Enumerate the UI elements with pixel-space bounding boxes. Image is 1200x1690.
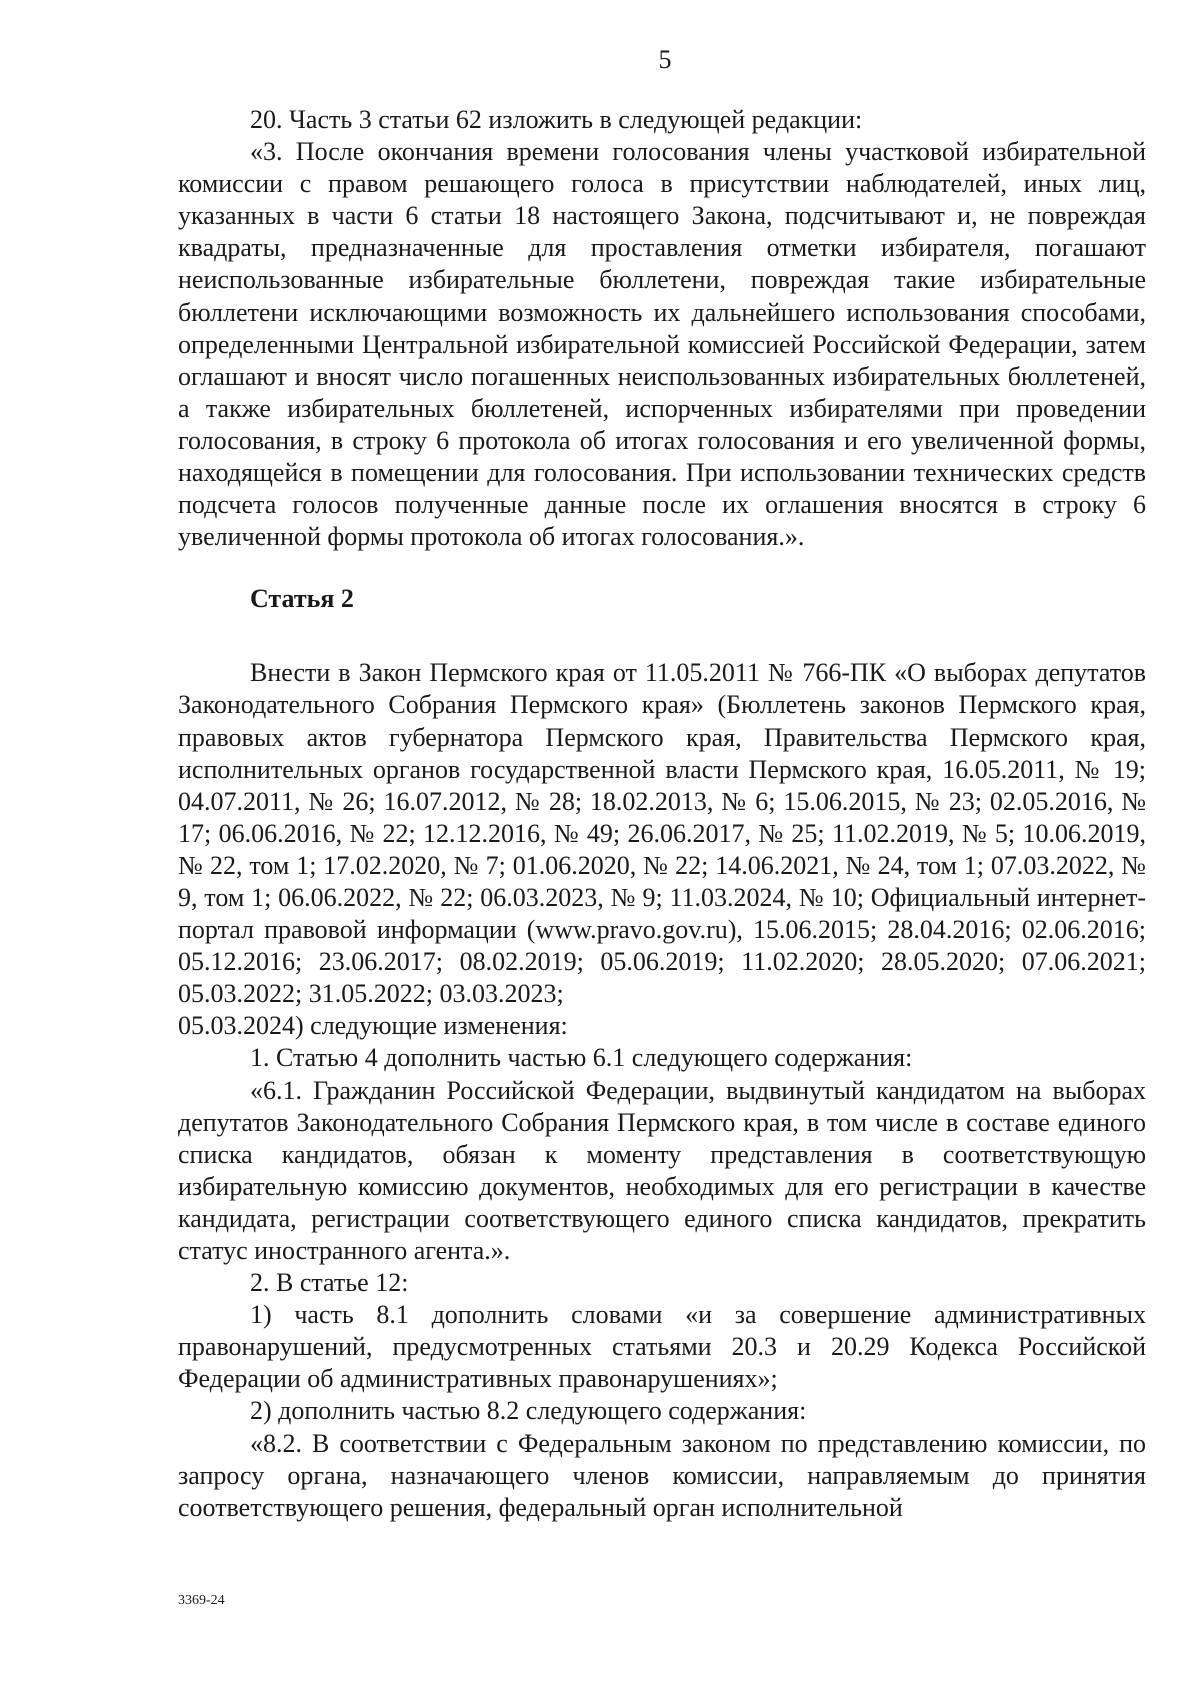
paragraph-subitem-2: 2) дополнить частью 8.2 следующего содержания: (250, 1396, 807, 1426)
document-code: 3369-24 (178, 1593, 225, 1608)
paragraph-part-3-text: «3. После окончания времени голосования члены участковой избирательной комиссии с правом решающего голоса в присутствии наблюдателей, иных лиц, указанных в части 6 статьи 18 настоящего Закона, подсчитывают и, не повреждая квадраты, предназначенные для проставления отметки избирателя, погашают неиспользованные избирательные бюллетени, повреждая такие избирательные бюллетени исключающими возможность их дальнейшего использования способами, определенными Центральной избирательной комиссией Российской Федерации, затем оглашают и вносят число погашенных неиспользованных избирательных бюллетеней, а также избирательных бюллетеней, испорченных избирателями при проведении голосования, в строку 6 протокола об итогах голосования и его увеличенной формы, находящейся в помещении для голосования. При использовании технических средств подсчета голосов полученные данные после их оглашения вносятся в строку 6 увеличенной формы протокола об итогах голосования.». (178, 137, 1146, 552)
paragraph-amendment-intro-end: 05.03.2024) следующие изменения: (178, 1011, 568, 1041)
page-number: 5 (658, 45, 672, 74)
paragraph-item-2: 2. В статье 12: (250, 1268, 409, 1298)
article-heading: Статья 2 (250, 584, 354, 614)
document-body (178, 104, 1146, 1524)
paragraph-part-6-1-text: «6.1. Гражданин Российской Федерации, выдвинутый кандидатом на выборах депутатов Законодательного Собрания Пермского края, в том числе в составе единого списка кандидатов, обязан к моменту представления в соответствующую избирательную комиссию документов, необходимых для его регистрации в качестве кандидата, регистрации соответствующего единого списка кандидатов, прекратить статус иностранного агента.». (178, 1075, 1146, 1265)
paragraph-item-1: 1. Статью 4 дополнить частью 6.1 следующего содержания: (250, 1043, 913, 1073)
paragraph-amendment-intro: Внести в Закон Пермского края от 11.05.2011 № 766-ПК «О выборах депутатов Законодательного Собрания Пермского края» (Бюллетень законов Пермского края, правовых актов губернатора Пермского края, Правительства Пермского края, исполнительных органов государственной власти Пермского края, 16.05.2011, № 19; 04.07.2011, № 26; 16.07.2012, № 28; 18.02.2013, № 6; 15.06.2015, № 23; 02.05.2016, № 17; 06.06.2016, № 22; 12.12.2016, № 49; 26.06.2017, № 25; 11.02.2019, № 5; 10.06.2019, № 22, том 1; 17.02.2020, № 7; 01.06.2020, № 22; 14.06.2021, № 24, том 1; 07.03.2022, № 9, том 1; 06.06.2022, № 22; 06.03.2023, № 9; 11.03.2024, № 10; Официальный интернет-портал правовой информации (www.pravo.gov.ru), 15.06.2015; 28.04.2016; 02.06.2016; 05.12.2016; 23.06.2017; 08.02.2019; 05.06.2019; 11.02.2020; 28.05.2020; 07.06.2021; 05.03.2022; 31.05.2022; 03.03.2023; (178, 658, 1146, 1009)
paragraph-part-8-2-text: «8.2. В соответствии с Федеральным законом по представлению комиссии, по запросу органа, назначающего членов комиссии, направляемым до принятия соответствующего решения, федеральный орган исполнительной (178, 1428, 1146, 1522)
paragraph-subitem-1: 1) часть 8.1 дополнить словами «и за совершение административных правонарушений, предусмотренных статьями 20.3 и 20.29 Кодекса Российской Федерации об административных правонарушениях»; (178, 1300, 1146, 1394)
paragraph-item-20: 20. Часть 3 статьи 62 изложить в следующей редакции: (250, 105, 863, 134)
